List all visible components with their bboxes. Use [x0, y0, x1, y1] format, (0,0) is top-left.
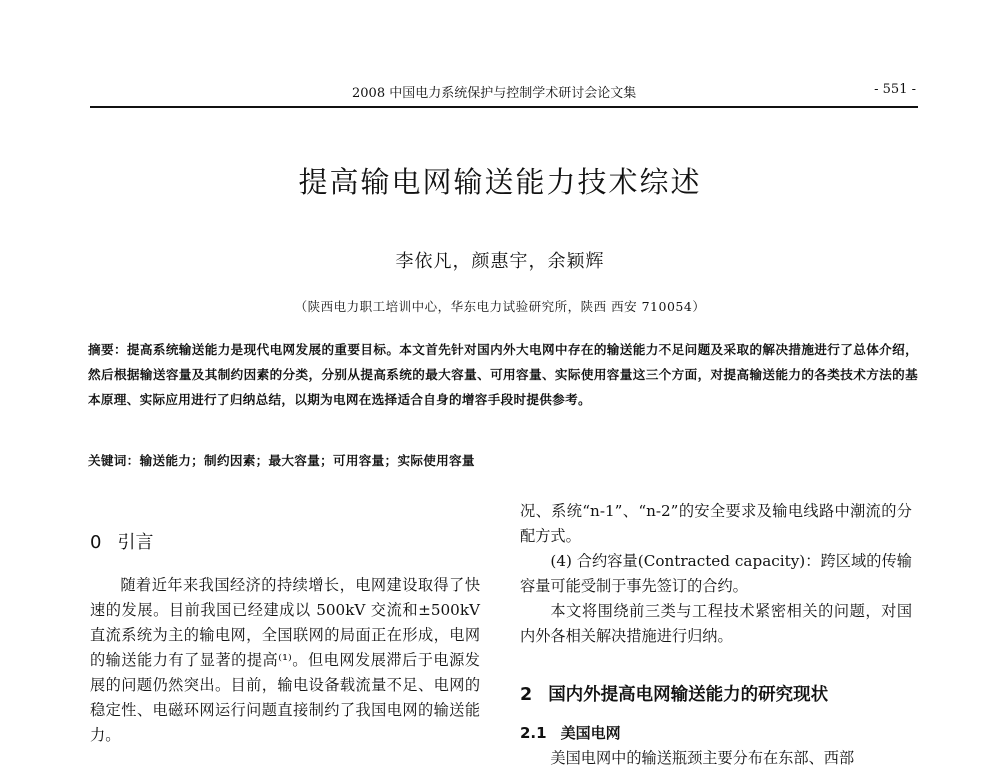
- keywords-label: 关键词：: [88, 453, 140, 468]
- journal-name: 2008 中国电力系统保护与控制学术研讨会论文集: [352, 86, 637, 101]
- section-2-heading: [520, 681, 828, 706]
- section-2-1-number: 2.1: [520, 724, 547, 742]
- paper-affiliation: （陕西电力职工培训中心，华东电力试验研究所，陕西 西安 710054）: [294, 299, 706, 314]
- right-continuation: 况、系统“n-1”、“n-2”的安全要求及输电线路中潮流的分配方式。: [520, 502, 912, 545]
- section-2-1-paragraph: 美国电网中的输送瓶颈主要分布在东部、西部: [550, 749, 855, 767]
- running-head: [90, 80, 918, 102]
- section-0-title: 引言: [117, 532, 154, 553]
- right-item-4: (4) 合约容量(Contracted capacity)：跨区域的传输容量可能受制于事先签订的合约。: [520, 552, 912, 595]
- section-0-number: 0: [90, 532, 102, 553]
- section-0-heading: [90, 528, 153, 554]
- abstract-text: 提高系统输送能力是现代电网发展的重要目标。本文首先针对国内外大电网中存在的输送能力不足问题及采取的解决措施进行了总体介绍，然后根据输送容量及其制约因素的分类，分别从提高系统的最大容量、可用容量、实际使用容量这三个方面，对提高输送能力的各类技术方法的基本原理、实际应用进行了归纳总结，以期为电网在选择适合自身的增容手段时提供参考。: [88, 342, 918, 407]
- section-2-number: 2: [520, 685, 533, 705]
- right-summary: 本文将围绕前三类与工程技术紧密相关的问题，对国内外各相关解决措施进行归纳。: [520, 602, 912, 645]
- section-0-paragraph: 随着近年来我国经济的持续增长，电网建设取得了快速的发展。目前我国已经建成以 500kV 交流和±500kV 直流系统为主的输电网，全国联网的局面正在形成，电网的输送能力有了显著的提高⁽¹⁾。但电网发展滞后于电源发展的问题仍然突出。目前，输电设备载流量不足、电网的稳定性、电磁环网运行问题直接制约了我国电网的输送能力。: [90, 576, 480, 744]
- paper-title: 提高输电网输送能力技术综述: [298, 165, 702, 199]
- abstract-label: 摘要：: [88, 342, 127, 357]
- section-2-1-title: 美国电网: [560, 724, 621, 742]
- section-2-1-heading: [520, 722, 621, 743]
- page-number: - 551 -: [874, 82, 916, 97]
- header-rule: [90, 106, 918, 108]
- paper-authors: 李依凡，颜惠宇，余颖辉: [395, 251, 605, 272]
- keywords: [88, 450, 918, 469]
- keywords-text: 输送能力；制约因素；最大容量；可用容量；实际使用容量: [139, 453, 475, 468]
- abstract: [88, 337, 918, 412]
- section-2-title: 国内外提高电网输送能力的研究现状: [548, 685, 829, 705]
- right-column: [520, 499, 912, 649]
